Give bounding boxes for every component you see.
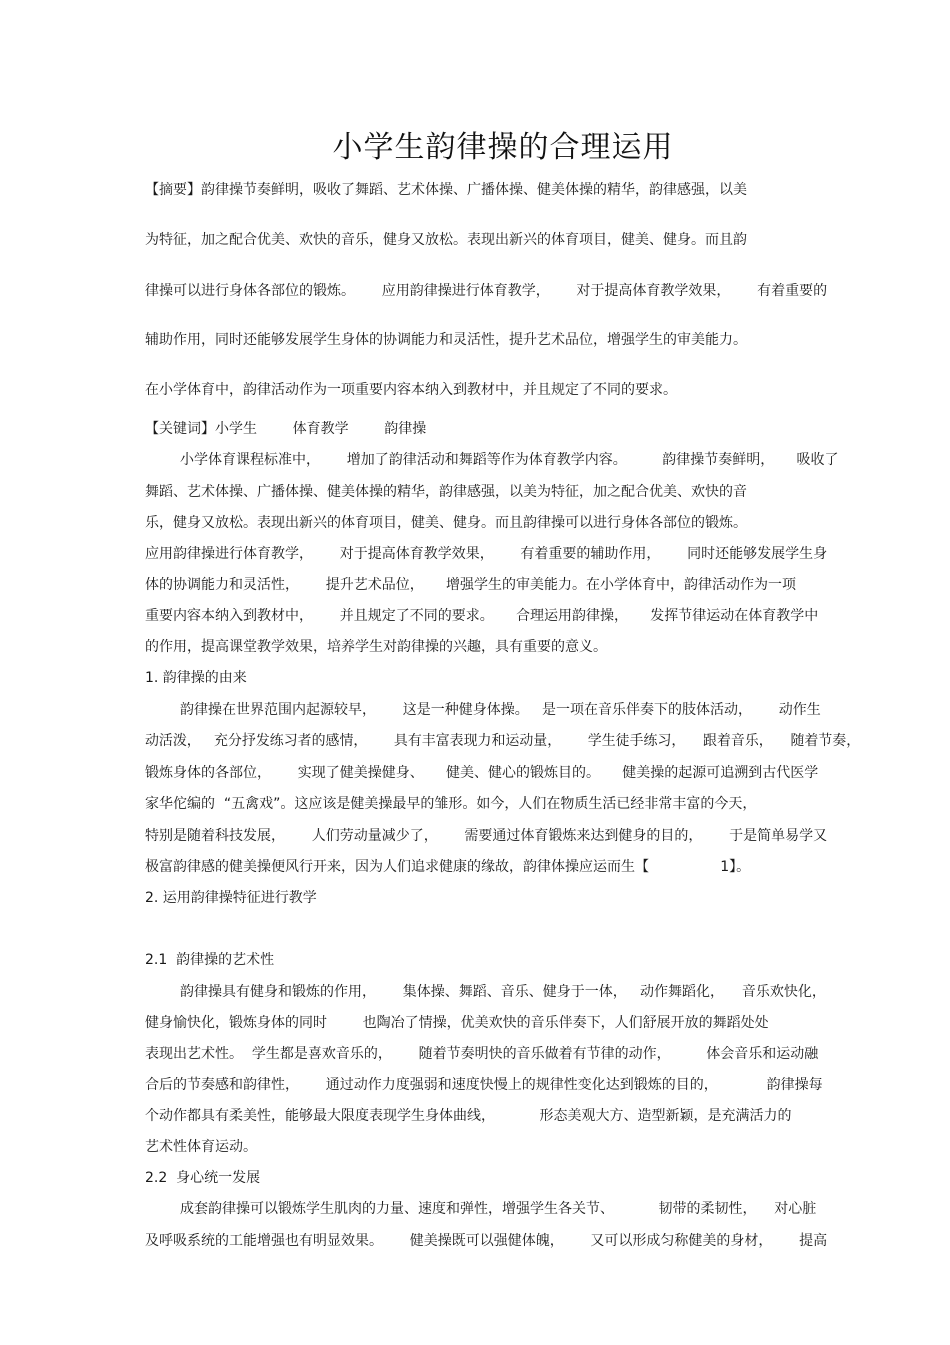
body-line: 韵律操在世界范围内起源较早， 这是一种健身体操。 是一项在音乐伴奏下的肢体活动， 动作生: [180, 702, 821, 718]
abstract-line: 在小学体育中，韵律活动作为一项重要内容本纳入到教材中，并且规定了不同的要求。: [145, 382, 677, 398]
intro-line: 的作用，提高课堂教学效果，培养学生对韵律操的兴趣，具有重要的意义。: [145, 639, 607, 655]
keywords-line: 【关键词】小学生 体育教学 韵律操: [145, 421, 427, 437]
intro-line: 应用韵律操进行体育教学， 对于提高体育教学效果， 有着重要的辅助作用， 同时还能够发展学生身: [145, 546, 828, 562]
intro-line: 重要内容本纳入到教材中， 并且规定了不同的要求。 合理运用韵律操， 发挥节律运动在体育教学中: [145, 608, 819, 624]
intro-line: 舞蹈、艺术体操、广播体操、健美体操的精华，韵律感强，以美为特征，加之配合优美、欢快的音: [145, 484, 747, 500]
section-heading: 1. 韵律操的由来: [145, 670, 247, 686]
body-line: 健身愉快化，锻炼身体的同时 也陶冶了情操，优美欢快的音乐伴奏下，人们舒展开放的舞蹈处处: [145, 1015, 769, 1031]
intro-line: 乐，健身又放松。表现出新兴的体育项目，健美、健身。而且韵律操可以进行身体各部位的锻炼。: [145, 515, 747, 531]
body-line: 家华佗编的 “五禽戏”。这应该是健美操最早的雏形。如今，人们在物质生活已经非常丰富的今天，: [145, 796, 757, 812]
body-line: 成套韵律操可以锻炼学生肌肉的力量、速度和弹性，增强学生各关节、 韧带的柔韧性， 对心脏: [180, 1201, 817, 1217]
abstract-line: 辅助作用，同时还能够发展学生身体的协调能力和灵活性，提升艺术品位，增强学生的审美能力。: [145, 332, 747, 348]
abstract-line: 律操可以进行身体各部位的锻炼。 应用韵律操进行体育教学， 对于提高体育教学效果， 有着重要的: [145, 283, 828, 299]
body-line: 表现出艺术性。 学生都是喜欢音乐的， 随着节奏明快的音乐做着有节律的动作， 体会音乐和运动融: [145, 1046, 819, 1062]
page-title: 小学生韵律操的合理运用: [332, 130, 674, 165]
subsection-heading: 2.1 韵律操的艺术性: [145, 952, 275, 968]
body-line: 艺术性体育运动。: [145, 1139, 257, 1155]
section-heading: 2. 运用韵律操特征进行教学: [145, 890, 317, 906]
body-line: 锻炼身体的各部位， 实现了健美操健身、 健美、健心的锻炼目的。 健美操的起源可追溯到古代医学: [145, 765, 819, 781]
subsection-heading: 2.2 身心统一发展: [145, 1170, 261, 1186]
body-line: 特别是随着科技发展， 人们劳动量减少了， 需要通过体育锻炼来达到健身的目的， 于是简单易学又: [145, 828, 828, 844]
body-line: 动活泼， 充分抒发练习者的感情， 具有丰富表现力和运动量， 学生徒手练习， 跟着音乐， 随着节奏，: [145, 733, 861, 749]
body-line: 韵律操具有健身和锻炼的作用， 集体操、舞蹈、音乐、健身于一体， 动作舞蹈化， 音乐欢快化，: [180, 984, 826, 1000]
abstract-line: 【摘要】韵律操节奏鲜明，吸收了舞蹈、艺术体操、广播体操、健美体操的精华，韵律感强，以美: [145, 182, 747, 198]
abstract-line: 为特征，加之配合优美、欢快的音乐，健身又放松。表现出新兴的体育项目，健美、健身。而且韵: [145, 232, 747, 248]
body-line: 个动作都具有柔美性，能够最大限度表现学生身体曲线， 形态美观大方、造型新颖，是充满活力的: [145, 1108, 792, 1124]
intro-line: 体的协调能力和灵活性， 提升艺术品位， 增强学生的审美能力。在小学体育中，韵律活动作为一项: [145, 577, 796, 593]
body-line: 合后的节奏感和韵律性， 通过动作力度强弱和速度快慢上的规律性变化达到锻炼的目的， 韵律操每: [145, 1077, 823, 1093]
body-line: 及呼吸系统的工能增强也有明显效果。 健美操既可以强健体魄， 又可以形成匀称健美的身材， 提高: [145, 1233, 828, 1249]
body-line: 极富韵律感的健美操便风行开来，因为人们追求健康的缘故，韵律体操应运而生【 1】。: [145, 859, 751, 875]
intro-line: 小学体育课程标准中， 增加了韵律活动和舞蹈等作为体育教学内容。 韵律操节奏鲜明， 吸收了: [180, 452, 839, 468]
